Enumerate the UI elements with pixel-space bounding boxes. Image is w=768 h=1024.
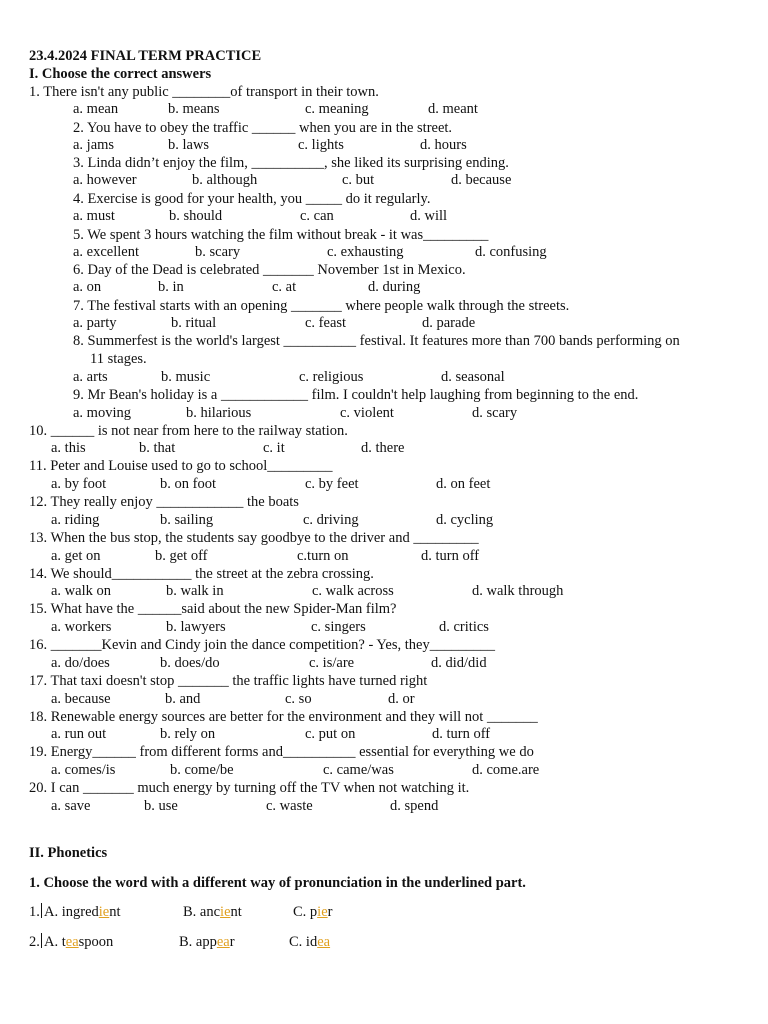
option-11d: d. on feet [436, 476, 491, 492]
option-label: B. [183, 904, 200, 920]
option-9a: a. moving [73, 405, 131, 421]
option-7d: d. parade [422, 315, 476, 331]
option-18b: b. rely on [160, 726, 216, 742]
phonetics-item-2 [29, 933, 43, 951]
option-13a: a. get on [51, 548, 101, 564]
word-part: ingred [61, 904, 99, 920]
option-3d: d. because [451, 172, 512, 188]
option-12b: b. sailing [160, 512, 214, 528]
underlined-part: ie [317, 904, 328, 920]
option-9d: d. scary [472, 405, 518, 421]
option-20a: a. save [51, 798, 91, 814]
option-18c: c. put on [305, 726, 356, 742]
option-7a: a. party [73, 315, 117, 331]
option-17a: a. because [51, 691, 111, 707]
option-17d: d. or [388, 691, 415, 707]
question-18: 18. Renewable energy sources are better for the environment and they will not _______ [29, 709, 538, 725]
option-15b: b. lawyers [166, 619, 226, 635]
option-7c: c. feast [305, 315, 347, 331]
section-heading-2: II. Phonetics [29, 845, 108, 861]
word-part: spoon [78, 934, 114, 950]
option-6a: a. on [73, 279, 102, 295]
question-20: 20. I can _______ much energy by turning off the TV when not watching it. [29, 780, 470, 796]
option-16b: b. does/do [160, 655, 220, 671]
option-10b: b. that [139, 440, 176, 456]
option-1c: c. meaning [305, 101, 369, 117]
option-2b: b. laws [168, 137, 210, 153]
word-part: p [309, 904, 318, 920]
question-3: 3. Linda didn’t enjoy the film, __________, she liked its surprising ending. [73, 155, 509, 171]
option-label: C. [289, 934, 306, 950]
question-11: 11. Peter and Louise used to go to school_________ [29, 458, 333, 474]
phonetics-1-option-c [293, 903, 332, 921]
option-2d: d. hours [420, 137, 467, 153]
underlined-part: ie [220, 904, 231, 920]
option-18d: d. turn off [432, 726, 491, 742]
option-6c: c. at [272, 279, 297, 295]
option-4d: d. will [410, 208, 448, 224]
option-2c: c. lights [298, 137, 344, 153]
option-19b: b. come/be [170, 762, 234, 778]
option-10d: d. there [361, 440, 405, 456]
item-number: 1. [29, 904, 40, 920]
option-15a: a. workers [51, 619, 112, 635]
underlined-part: ea [317, 934, 331, 950]
option-12c: c. driving [303, 512, 359, 528]
option-18a: a. run out [51, 726, 107, 742]
option-label: C. [293, 904, 310, 920]
question-15: 15. What have the ______said about the new Spider-Man film? [29, 601, 397, 617]
option-4b: b. should [169, 208, 223, 224]
option-2a: a. jams [73, 137, 115, 153]
option-20c: c. waste [266, 798, 313, 814]
phonetics-item-1 [29, 903, 43, 921]
option-5d: d. confusing [475, 244, 547, 260]
option-1a: a. mean [73, 101, 119, 117]
option-11c: c. by feet [305, 476, 359, 492]
option-3c: c. but [342, 172, 375, 188]
option-8d: d. seasonal [441, 369, 505, 385]
option-8a: a. arts [73, 369, 108, 385]
word-part: id [305, 934, 318, 950]
underlined-part: ie [98, 904, 110, 920]
option-16d: d. did/did [431, 655, 487, 671]
option-6b: b. in [158, 279, 184, 295]
page-title: 23.4.2024 FINAL TERM PRACTICE [29, 48, 262, 64]
option-4a: a. must [73, 208, 115, 224]
word-part: nt [230, 904, 242, 920]
question-19: 19. Energy______ from different forms and__________ essential for everything we do [29, 744, 534, 760]
word-part: r [229, 934, 235, 950]
option-14a: a. walk on [51, 583, 111, 599]
question-8: 8. Summerfest is the world's largest __________ festival. It features more than 700 bands performing on [73, 333, 680, 349]
phonetics-2-option-c [289, 933, 330, 951]
phonetics-1-option-a [44, 903, 121, 921]
option-13b: b. get off [155, 548, 208, 564]
text-cursor [41, 933, 42, 948]
option-1d: d. meant [428, 101, 478, 117]
text-cursor [41, 903, 42, 918]
question-8-continued: 11 stages. [90, 351, 147, 367]
option-17c: c. so [285, 691, 312, 707]
word-part: nt [109, 904, 121, 920]
item-number: 2. [29, 934, 40, 950]
question-16: 16. _______Kevin and Cindy join the dance competition? - Yes, they_________ [29, 637, 495, 653]
option-13c: c.turn on [297, 548, 349, 564]
option-20b: b. use [144, 798, 178, 814]
option-11a: a. by foot [51, 476, 107, 492]
question-1: 1. There isn't any public ________of transport in their town. [29, 84, 379, 100]
question-6: 6. Day of the Dead is celebrated _______ November 1st in Mexico. [73, 262, 466, 278]
underlined-part: ea [216, 934, 230, 950]
question-10: 10. ______ is not near from here to the railway station. [29, 423, 348, 439]
option-14b: b. walk in [166, 583, 224, 599]
option-19c: c. came/was [323, 762, 394, 778]
question-7: 7. The festival starts with an opening _______ where people walk through the streets. [73, 298, 570, 314]
option-12d: d. cycling [436, 512, 494, 528]
option-20d: d. spend [390, 798, 439, 814]
section-heading-1: I. Choose the correct answers [29, 66, 212, 82]
option-16c: c. is/are [309, 655, 355, 671]
option-4c: c. can [300, 208, 334, 224]
option-10c: c. it [263, 440, 285, 456]
word-part: app [195, 934, 217, 950]
option-9b: b. hilarious [186, 405, 252, 421]
option-label: A. [44, 934, 62, 950]
phonetics-2-option-b [179, 933, 235, 951]
question-4: 4. Exercise is good for your health, you _____ do it regularly. [73, 191, 431, 207]
question-2: 2. You have to obey the traffic ______ when you are in the street. [73, 120, 453, 136]
option-5a: a. excellent [73, 244, 140, 260]
option-9c: c. violent [340, 405, 394, 421]
option-17b: b. and [165, 691, 201, 707]
option-5c: c. exhausting [327, 244, 404, 260]
phonetics-2-option-a [44, 933, 113, 951]
phonetics-instruction: 1. Choose the word with a different way of pronunciation in the underlined part. [29, 875, 526, 891]
option-19d: d. come.are [472, 762, 540, 778]
option-14c: c. walk across [312, 583, 394, 599]
option-19a: a. comes/is [51, 762, 116, 778]
option-16a: a. do/does [51, 655, 110, 671]
option-13d: d. turn off [421, 548, 480, 564]
option-label: A. [44, 904, 62, 920]
option-12a: a. riding [51, 512, 100, 528]
word-part: r [327, 904, 333, 920]
option-6d: d. during [368, 279, 421, 295]
option-5b: b. scary [195, 244, 241, 260]
question-14: 14. We should___________ the street at the zebra crossing. [29, 566, 374, 582]
question-12: 12. They really enjoy ____________ the boats [29, 494, 299, 510]
question-9: 9. Mr Bean's holiday is a ____________ film. I couldn't help laughing from beginning to the end. [73, 387, 639, 403]
option-11b: b. on foot [160, 476, 216, 492]
question-13: 13. When the bus stop, the students say goodbye to the driver and _________ [29, 530, 479, 546]
option-15d: d. critics [439, 619, 489, 635]
option-8c: c. religious [299, 369, 364, 385]
word-part: t [61, 934, 66, 950]
question-17: 17. That taxi doesn't stop _______ the traffic lights have turned right [29, 673, 428, 689]
option-1b: b. means [168, 101, 220, 117]
option-3a: a. however [73, 172, 137, 188]
question-5: 5. We spent 3 hours watching the film without break - it was_________ [73, 227, 489, 243]
option-label: B. [179, 934, 196, 950]
phonetics-1-option-b [183, 903, 242, 921]
option-3b: b. although [192, 172, 258, 188]
underlined-part: ea [65, 934, 79, 950]
option-10a: a. this [51, 440, 86, 456]
option-15c: c. singers [311, 619, 366, 635]
option-7b: b. ritual [171, 315, 217, 331]
word-part: anc [199, 904, 221, 920]
option-8b: b. music [161, 369, 211, 385]
option-14d: d. walk through [472, 583, 564, 599]
